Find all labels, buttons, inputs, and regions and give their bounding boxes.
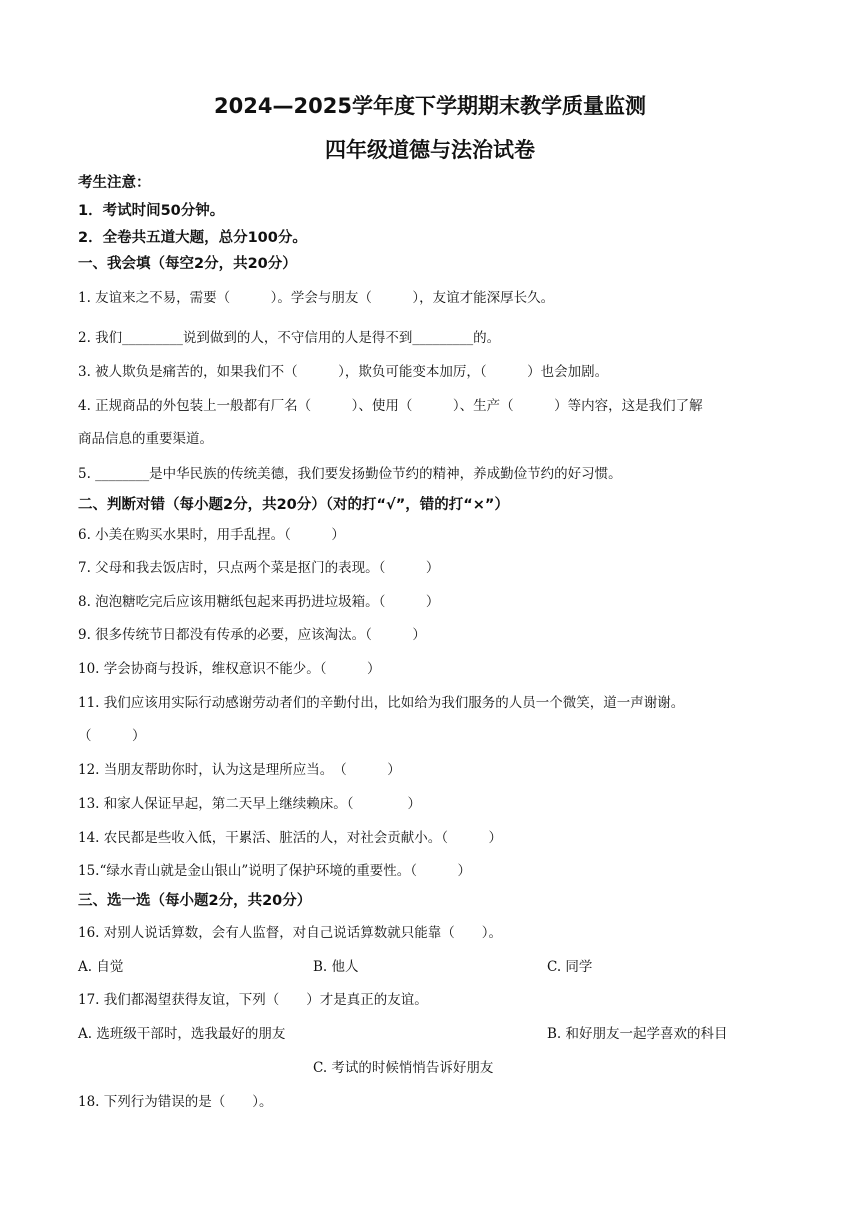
question-17-option-b: B. 和好朋友一起学喜欢的科目 [547, 1026, 728, 1042]
question-12: 12. 当朋友帮助你时，认为这是理所应当。 （ ） [78, 762, 401, 778]
question-5: 5. ________是中华民族的传统美德，我们要发扬勤俭节约的精神，养成勤俭节约的好习惯。 [78, 466, 622, 482]
question-13: 13. 和家人保证早起，第二天早上继续赖床。（ ） [78, 796, 422, 812]
question-15: 15.“绿水青山就是金山银山”说明了保护环境的重要性。（ ） [78, 863, 472, 879]
notice-item-1: 1．考试时间50分钟。 [78, 203, 225, 219]
section-1-heading: 一、我会填（每空2分，共20分） [78, 256, 297, 272]
question-1: 1. 友谊来之不易，需要（ ）。学会与朋友（ ），友谊才能深厚长久。 [78, 290, 555, 306]
exam-title: 2024—2025学年度下学期期末教学质量监测 [214, 94, 646, 118]
notice-heading: 考生注意： [78, 175, 151, 191]
question-4-cont: 商品信息的重要渠道。 [78, 431, 213, 447]
question-11: 11. 我们应该用实际行动感谢劳动者们的辛勤付出，比如给为我们服务的人员一个微笑，道一声谢谢。 [78, 695, 685, 711]
question-3: 3. 被人欺负是痛苦的，如果我们不（ ），欺负可能变本加厉，（ ）也会加剧。 [78, 364, 609, 380]
question-17-option-a: A. 选班级干部时，选我最好的朋友 [78, 1026, 286, 1042]
exam-subtitle: 四年级道德与法治试卷 [325, 138, 535, 162]
question-9: 9. 很多传统节日都没有传承的必要，应该淘汰。（ ） [78, 627, 426, 643]
question-2: 2. 我们_________说到做到的人，不守信用的人是得不到_________的。 [78, 330, 501, 346]
question-7: 7. 父母和我去饭店时，只点两个菜是抠门的表现。（ ） [78, 560, 440, 576]
question-11-cont: （ ） [78, 728, 146, 744]
question-6: 6. 小美在购买水果时，用手乱捏。（ ） [78, 527, 345, 543]
question-16-option-b: B. 他人 [313, 959, 359, 975]
question-16: 16. 对别人说话算数，会有人监督，对自己说话算数就只能靠（ ）。 [78, 925, 503, 941]
question-17-option-c: C. 考试的时候悄悄告诉好朋友 [313, 1060, 494, 1076]
question-17: 17. 我们都渴望获得友谊，下列（ ）才是真正的友谊。 [78, 992, 428, 1008]
section-3-heading: 三、选一选（每小题2分，共20分） [78, 893, 312, 909]
question-10: 10. 学会协商与投诉，维权意识不能少。（ ） [78, 661, 381, 677]
section-2-heading: 二、判断对错（每小题2分，共20分）（对的打“√”，错的打“×”） [78, 497, 509, 513]
notice-item-2: 2．全卷共五道大题，总分100分。 [78, 230, 307, 246]
question-8: 8. 泡泡糖吃完后应该用糖纸包起来再扔进垃圾箱。（ ） [78, 594, 440, 610]
question-14: 14. 农民都是些收入低，干累活、脏活的人，对社会贡献小。（ ） [78, 830, 503, 846]
question-4: 4. 正规商品的外包装上一般都有厂名（ ）、使用（ ）、生产（ ）等内容，这是我们了解 [78, 398, 703, 414]
question-16-option-c: C. 同学 [547, 959, 593, 975]
question-16-option-a: A. 自觉 [78, 959, 124, 975]
question-18: 18. 下列行为错误的是（ ）。 [78, 1094, 273, 1110]
